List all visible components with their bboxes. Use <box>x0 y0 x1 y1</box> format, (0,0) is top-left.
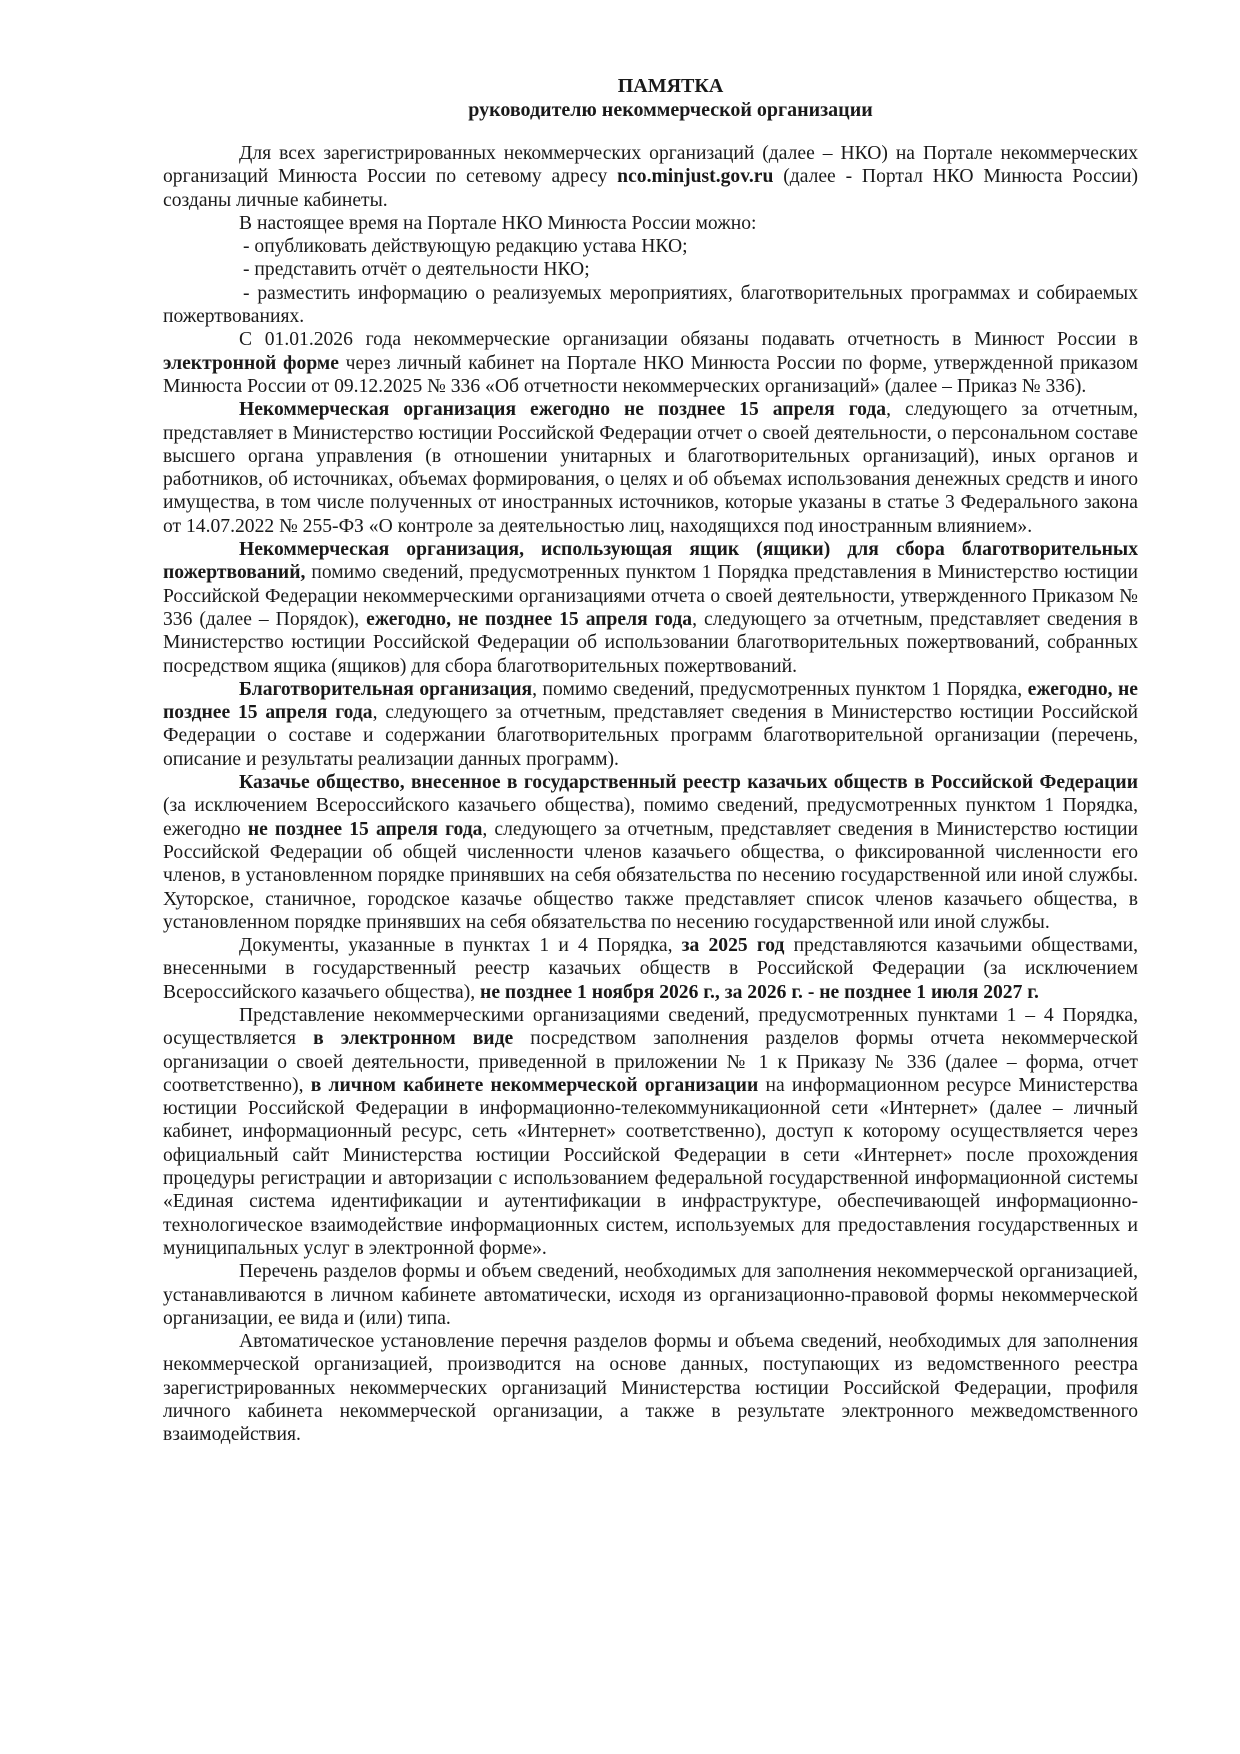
paragraph-electronic-form <box>163 328 1138 398</box>
text-segment: , помимо сведений, предусмотренных пунктом 1 Порядка, <box>532 678 1028 700</box>
bold-text: не позднее 15 апреля года <box>247 818 483 840</box>
text-segment: , следующего за отчетным, представляет сведения в Министерство юстиции Российской Федерации об использовании благотворительных пожертвований, собранных посредством ящика (ящиков) для сбора благотворительных пожертвований. <box>163 608 1138 677</box>
bold-text: за 2026 г. - не позднее 1 июля 2027 г. <box>724 981 1039 1003</box>
paragraph-charity-org <box>163 678 1138 771</box>
paragraph-donation-boxes <box>163 538 1138 678</box>
paragraph-cossack-society <box>163 771 1138 934</box>
list-item <box>163 258 1138 281</box>
text-segment: посредством заполнения разделов формы отчета некоммерческой организации о своей деятельности, приведенной в приложении № 1 к Приказу № 336 (далее – форма, отчет соответственно), <box>163 1028 1138 1096</box>
paragraph-cossack-deadlines <box>163 934 1138 1004</box>
bold-text: в личном кабинете некоммерческой организации <box>310 1074 759 1096</box>
text-segment: В настоящее время на Портале НКО Минюста России можно: <box>239 212 757 234</box>
text-segment: , следующего за отчетным, представляет в Министерство юстиции Российской Федерации отчет о своей деятельности, о персональном составе высшего органа управления (в отношении унитарных и благотворительных организаций), иных органов и работников, об источниках, объемах формирования, о целях и об объемах использования денежных средств и иного имущества, в том числе полученных от иностранных источников, которые указаны в статье 3 Федерального закона от 14.07.2022 № 255-ФЗ «О контроле за деятельностью лиц, находящихся под иностранным влиянием». <box>163 399 1139 537</box>
bold-text: за 2025 год <box>681 935 785 957</box>
bold-text: в электронном виде <box>313 1028 514 1050</box>
paragraph-intro <box>163 142 1138 212</box>
bold-text: Некоммерческая организация ежегодно не позднее 15 апреля года <box>239 399 887 421</box>
bold-text: ежегодно, не позднее 15 апреля года <box>366 608 693 630</box>
bold-text: не позднее 1 ноября 2026 г., <box>480 981 720 1003</box>
memo-page <box>163 70 1138 1447</box>
text-segment: (за исключением Всероссийского казачьего общества), помимо сведений, предусмотренных пунктом 1 Порядка, ежегодно <box>163 795 1138 840</box>
text-segment: Представление некоммерческими организациями сведений, предусмотренных пунктами 1 – 4 Порядка, осуществляется <box>163 1004 1138 1050</box>
text-segment: через личный кабинет на Портале НКО Минюста России по форме, утвержденной приказом Минюста России от 09.12.2025 № 336 «Об отчетности некоммерческих организаций» (далее – Приказ № 336). <box>163 352 1138 397</box>
text-segment: на информационном ресурсе Министерства юстиции Российской Федерации в информационно-телекоммуникационной сети «Интернет» (далее – личный кабинет, информационный ресурс, сеть «Интернет» соответственно), доступ к которому осуществляется через официальный сайт Министерства юстиции Российской Федерации в сети «Интернет» после прохождения процедуры регистрации и авторизации с использованием федеральной государственной информационной системы «Единая система идентификации и аутентификации в инфраструктуре, обеспечивающей информационно-технологическое взаимодействие информационных систем, используемых для предоставления государственных и муниципальных услуг в электронной форме». <box>163 1074 1138 1259</box>
bold-text: Некоммерческая организация, использующая ящик (ящики) для сбора благотворительных пожертвований, <box>163 539 1138 584</box>
paragraph-can-do-heading <box>163 212 1138 235</box>
paragraph-form-sections <box>163 1260 1138 1330</box>
bold-text: ежегодно, не позднее 15 апреля года <box>163 678 1138 724</box>
text-segment: Перечень разделов формы и объем сведений, необходимых для заполнения некоммерческой организацией, устанавливаются в личном кабинете автоматически, исходя из организационно-правовой формы некоммерческой организации, ее вида и (или) типа. <box>163 1261 1138 1329</box>
text-segment: Для всех зарегистрированных некоммерческих организаций (далее – НКО) на Портале некоммерческих организаций Минюста России по сетевому адресу <box>163 143 1138 188</box>
text-segment: Документы, указанные в пунктах 1 и 4 Порядка, <box>239 935 682 957</box>
paragraph-electronic-submission <box>163 1004 1138 1260</box>
text-segment: , следующего за отчетным, представляет сведения в Министерство юстиции Российской Федерации о составе и содержании благотворительных программ благотворительной организации (перечень, описание и результаты реализации данных программ). <box>163 702 1138 770</box>
text-segment: - представить отчёт о деятельности НКО; <box>243 259 590 281</box>
text-segment: - разместить информацию о реализуемых мероприятиях, благотворительных программах и собираемых пожертвованиях. <box>163 282 1138 328</box>
paragraph-nco-annual <box>163 398 1138 538</box>
paragraph-auto-setup <box>163 1330 1138 1446</box>
text-segment: С 01.01.2026 года некоммерческие организации обязаны подавать отчетность в Минюст России в <box>239 329 1138 351</box>
bold-text: электронной форме <box>163 352 339 374</box>
document-body <box>163 142 1138 1447</box>
document-subtitle: руководителю некоммерческой организации <box>468 99 873 121</box>
list-item <box>163 282 1138 329</box>
text-segment: представляются казачьими обществами, внесенными в государственный реестр казачьих обществ в Российской Федерации (за исключением Всероссийского казачьего общества), <box>163 935 1138 1003</box>
bold-text: Казачье общество, внесенное в государственный реестр казачьих обществ в Российской Федерации <box>239 772 1138 794</box>
list-item <box>163 235 1138 258</box>
text-segment: Автоматическое установление перечня разделов формы и объема сведений, необходимых для заполнения некоммерческой организацией, производится на основе данных, поступающих из ведомственного реестра зарегистрированных некоммерческих организаций Министерства юстиции Российской Федерации, профиля личного кабинета некоммерческой организации, а также в результате электронного межведомственного взаимодействия. <box>163 1331 1138 1446</box>
text-segment: - опубликовать действующую редакцию устава НКО; <box>243 236 688 258</box>
bold-text: nco.minjust.gov.ru <box>617 166 774 188</box>
text-segment: , следующего за отчетным, представляет сведения в Министерство юстиции Российской Федерации об общей численности членов казачьего общества, о фиксированной численности его членов, в установленном порядке принявших на себя обязательства по несению государственной или иной службы. Хуторское, станичное, городское казачье общество также представляет список членов казачьего общества, в установленном порядке принявших на себя обязательства по несению государственной или иной службы. <box>163 818 1138 933</box>
text-segment: (далее - Портал НКО Минюста России) созданы личные кабинеты. <box>163 166 1138 211</box>
text-segment: помимо сведений, предусмотренных пунктом 1 Порядка представления в Министерство юстиции Российской Федерации некоммерческими организациями отчета о своей деятельности, утвержденного Приказом № 336 (далее – Порядок), <box>163 562 1138 630</box>
bold-text: Благотворительная организация <box>239 678 533 700</box>
document-title: ПАМЯТКА <box>617 75 724 97</box>
